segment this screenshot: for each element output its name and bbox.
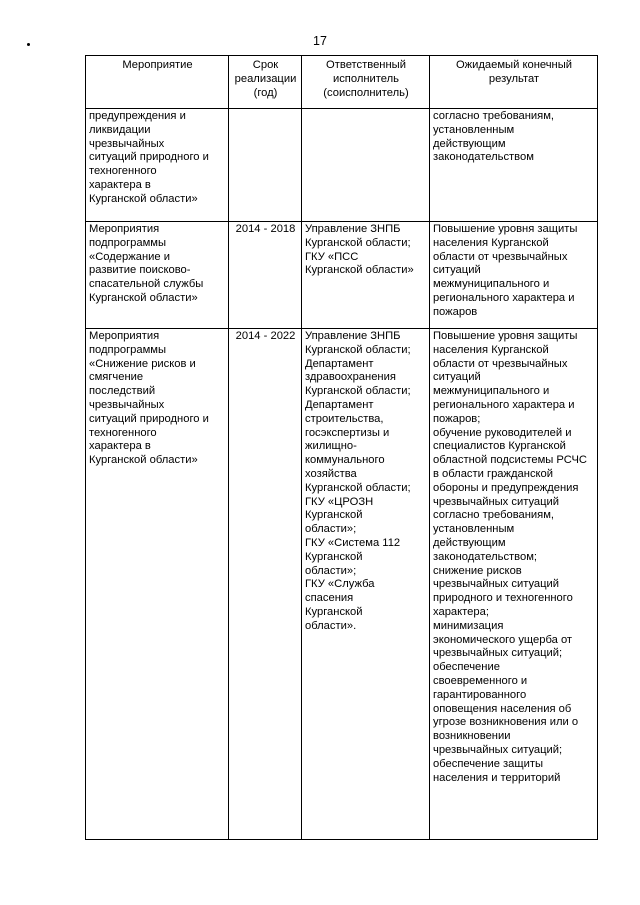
table-row bbox=[86, 329, 598, 840]
table-row bbox=[86, 109, 598, 222]
cell-executor bbox=[302, 109, 430, 222]
table-row bbox=[86, 222, 598, 329]
cell-period: 2014 - 2022 bbox=[229, 329, 302, 840]
cell-period: 2014 - 2018 bbox=[229, 222, 302, 329]
cell-executor: Управление ЗНПБ Курганской области; ГКУ «ПСС Курганской области» bbox=[302, 222, 430, 329]
page-number: 17 bbox=[313, 34, 327, 48]
header-event: Мероприятие bbox=[86, 56, 229, 109]
measures-table bbox=[85, 55, 598, 840]
cell-event: предупреждения и ликвидации чрезвычайных ситуаций природного и техногенного характера в Курганской области» bbox=[86, 109, 229, 222]
header-period: Срок реализации (год) bbox=[229, 56, 302, 109]
cell-executor: Управление ЗНПБ Курганской области; Департамент здравоохранения Курганской области; Департамент строительства, госэкспертизы и жилищно- коммунального хозяйства Курганской области; ГКУ «ЦРОЗН Курганской области»; ГКУ «Система 112 Курганской области»; ГКУ «Служба спасения Курганской области». bbox=[302, 329, 430, 840]
header-executor: Ответственный исполнитель (соисполнитель) bbox=[302, 56, 430, 109]
cell-result: согласно требованиям, установленным действующим законодательством bbox=[430, 109, 598, 222]
header-result: Ожидаемый конечный результат bbox=[430, 56, 598, 109]
cell-result: Повышение уровня защиты населения Курганской области от чрезвычайных ситуаций межмуниципального и регионального характера и пожаров; обучение руководителей и специалистов Курганской областной подсистемы РСЧС в области гражданской обороны и предупреждения чрезвычайных ситуаций согласно требованиям, установленным действующим законодательством; снижение рисков чрезвычайных ситуаций природного и техногенного характера; минимизация экономического ущерба от чрезвычайных ситуаций; обеспечение своевременного и гарантированного оповещения населения об угрозе возникновения или о возникновении чрезвычайных ситуаций; обеспечение защиты населения и территорий bbox=[430, 329, 598, 840]
cell-event: Мероприятия подпрограммы «Снижение рисков и смягчение последствий чрезвычайных ситуаций природного и техногенного характера в Курганской области» bbox=[86, 329, 229, 840]
cell-event: Мероприятия подпрограммы «Содержание и развитие поисково- спасательной службы Курганской области» bbox=[86, 222, 229, 329]
table-header-row bbox=[86, 56, 598, 109]
cell-period bbox=[229, 109, 302, 222]
cell-result: Повышение уровня защиты населения Курганской области от чрезвычайных ситуаций межмуниципального и регионального характера и пожаров bbox=[430, 222, 598, 329]
